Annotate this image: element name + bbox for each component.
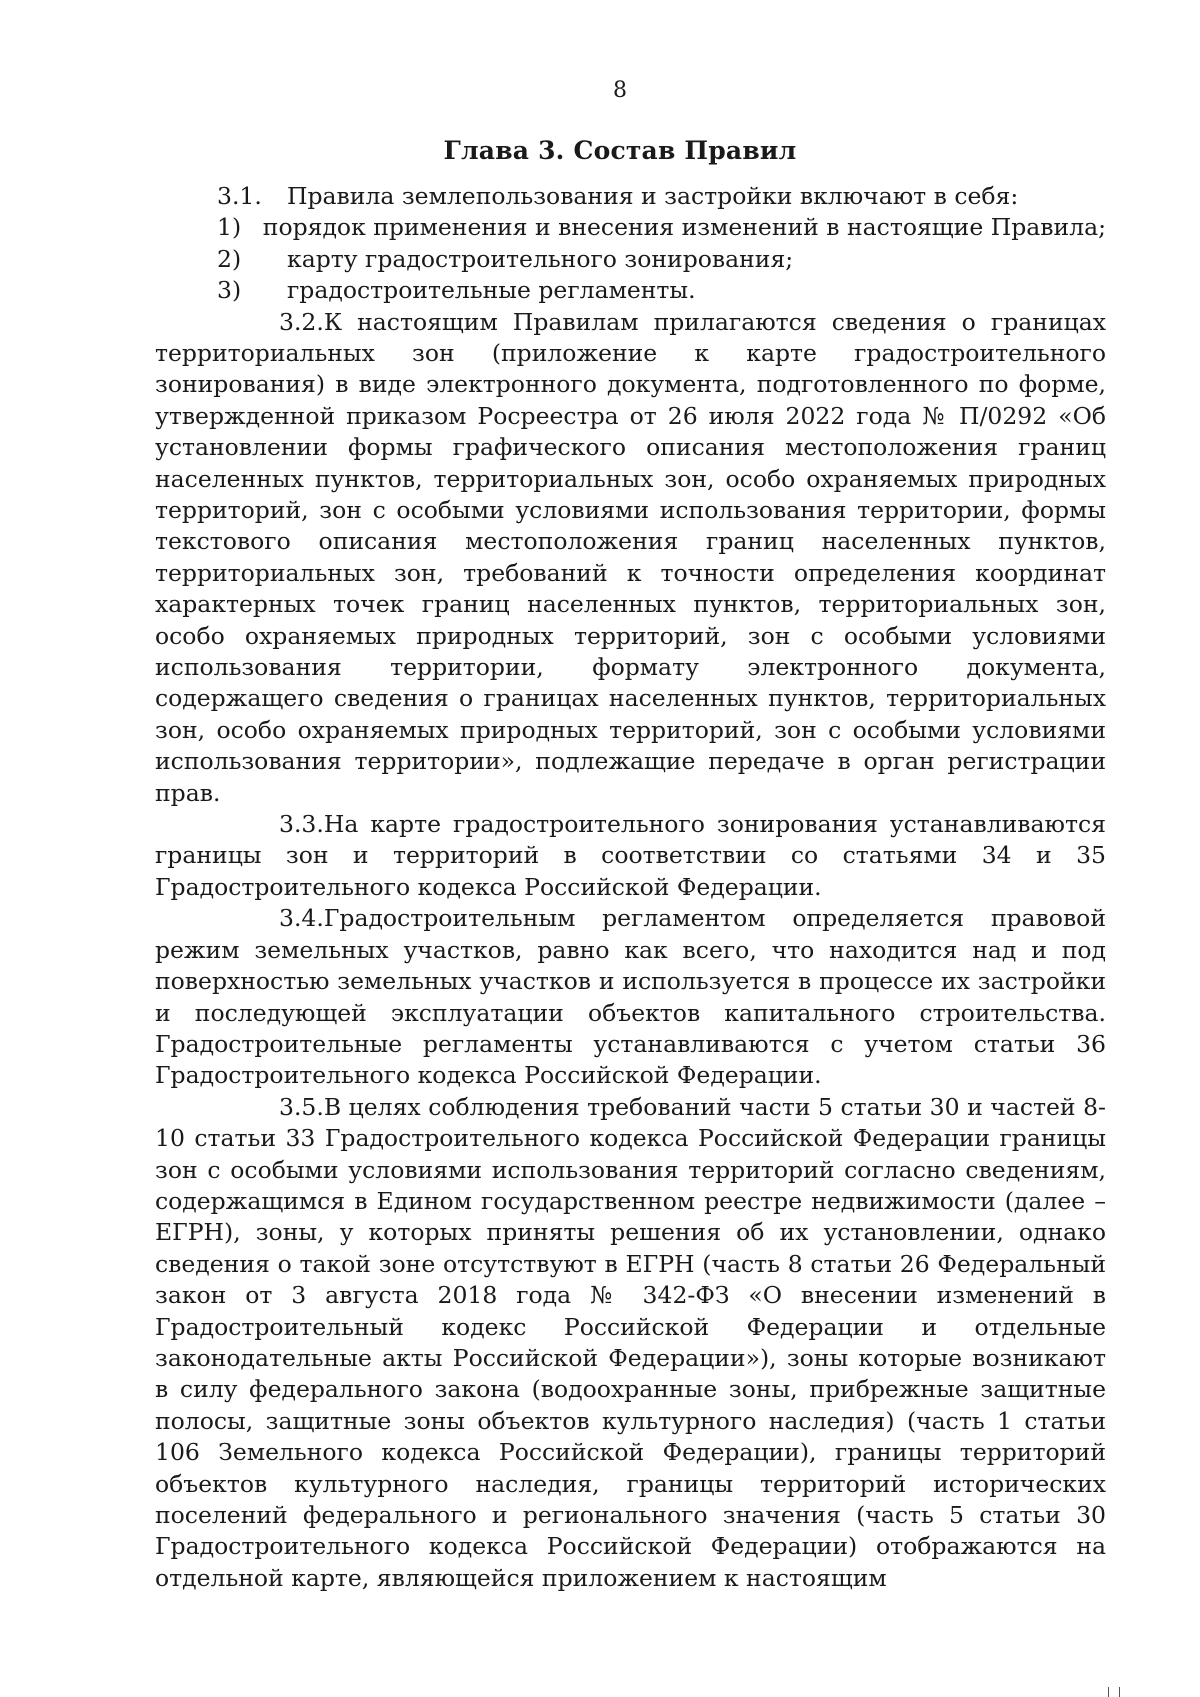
section-text: В целях соблюдения требований части 5 статьи 30 и частей 8-10 статьи 33 Градостроительного кодекса Российской Федерации границы зон с особыми условиями использования территорий согласно сведениям, содержащимся в Едином государственном реестре недвижимости (далее – ЕГРН), зоны, у которых приняты решения об их установлении, однако сведения о такой зоне отсутствуют в ЕГРН (часть 8 статьи 26 Федеральный закон от 3 августа 2018 года № 342-ФЗ «О внесении изменений в Градостроительный кодекс Российской Федерации и отдельные законодательные акты Российской Федерации»), зоны которые возникают в силу федерального закона (водоохранные зоны, прибрежные защитные полосы, защитные зоны объектов культурного наследия) (часть 1 статьи 106 Земельного кодекса Российской Федерации), границы территорий объектов культурного наследия, границы территорий исторических поселений федерального и регионального значения (часть 5 статьи 30 Градостроительного кодекса Российской Федерации) отображаются на отдельной карте, являющейся приложением к настоящим: [155, 1092, 1106, 1592]
section-text: Правила землепользования и застройки включают в себя:: [287, 182, 1019, 210]
section-3-3: [155, 809, 1106, 903]
section-3-5: [155, 1092, 1106, 1595]
list-item: [155, 212, 1106, 243]
document-body: [155, 181, 1106, 1594]
page-number: 8: [613, 78, 627, 103]
section-3-2: [155, 307, 1106, 810]
scan-edge-mark: [1108, 1687, 1120, 1697]
section-number: 3.1.: [217, 182, 262, 210]
section-3-1: [155, 181, 1106, 212]
list-item-number: 3): [217, 276, 242, 305]
list-item-text: градостроительные регламенты.: [287, 276, 696, 305]
section-text: Градостроительным регламентом определяется правовой режим земельных участков, равно как всего, что находится над и под поверхностью земельных участков и используется в процессе их застройки и последующей эксплуатации объектов капитального строительства. Градостроительные регламенты устанавливаются с учетом статьи 36 Градостроительного кодекса Российской Федерации.: [155, 904, 1106, 1090]
section-text: К настоящим Правилам прилагаются сведения о границах территориальных зон (приложение к карте градостроительного зонирования) в виде электронного документа, подготовленного по форме, утвержденной приказом Росреестра от 26 июля 2022 года № П/0292 «Об установлении формы графического описания местоположения границ населенных пунктов, территориальных зон, особо охраняемых природных территорий, зон с особыми условиями использования территории, формы текстового описания местоположения границ населенных пунктов, территориальных зон, требований к точности определения координат характерных точек границ населенных пунктов, территориальных зон, особо охраняемых природных территорий, зон с особыми условиями использования территории, формату электронного документа, содержащего сведения о границах населенных пунктов, территориальных зон, особо охраняемых природных территорий, зон с особыми условиями использования территории», подлежащие передаче в орган регистрации прав.: [155, 307, 1106, 807]
list-item: [155, 244, 1106, 275]
section-number: 3.2.: [279, 307, 324, 336]
section-3-4: [155, 903, 1106, 1091]
list-item-number: 2): [217, 244, 242, 273]
chapter-title: Глава 3. Состав Правил: [443, 136, 797, 165]
section-number: 3.5.: [279, 1092, 324, 1121]
list-item: [155, 275, 1106, 306]
section-text: На карте градостроительного зонирования устанавливаются границы зон и территорий в соответствии со статьями 34 и 35 Градостроительного кодекса Российской Федерации.: [155, 810, 1106, 901]
section-number: 3.4.: [279, 904, 324, 933]
list-item-text: карту градостроительного зонирования;: [287, 244, 794, 273]
section-number: 3.3.: [279, 810, 324, 839]
list-item-text: порядок применения и внесения изменений в настоящие Правила;: [262, 213, 1106, 242]
list-item-number: 1): [217, 213, 242, 242]
